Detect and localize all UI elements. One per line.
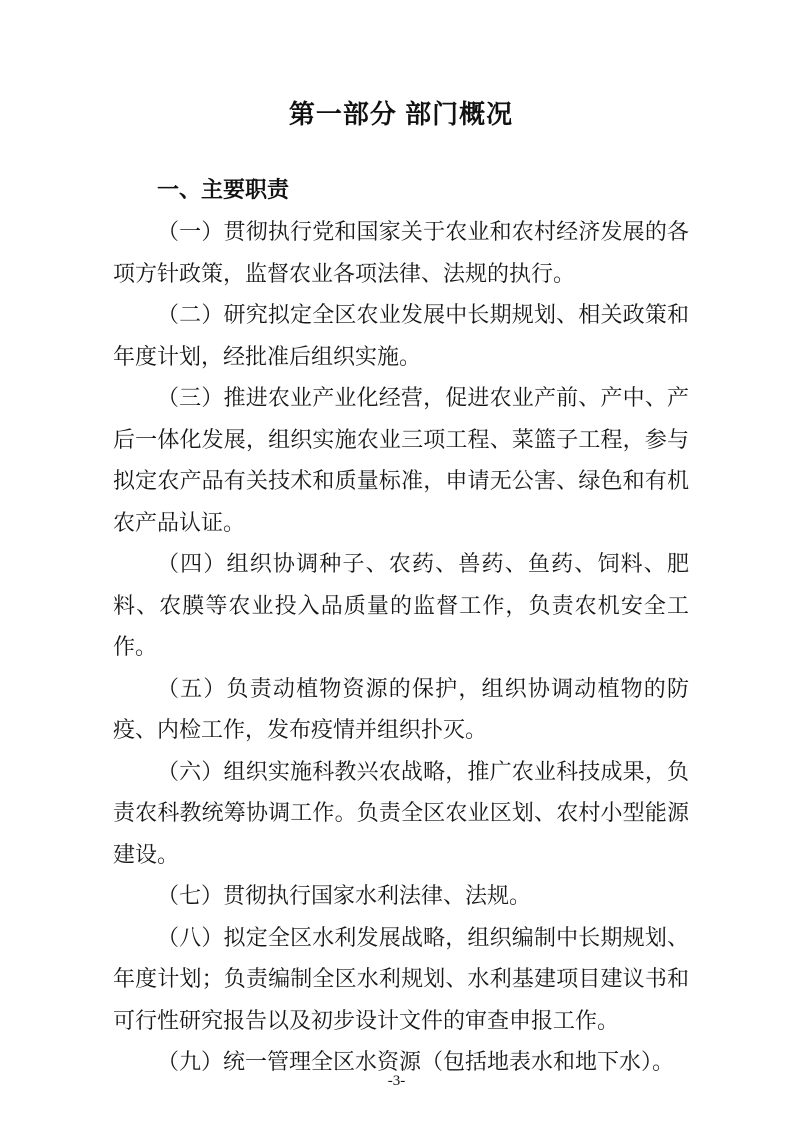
duty-paragraph-3: （三）推进农业产业化经营，促进农业产前、产中、产后一体化发展，组织实施农业三项工程、菜篮子工程，参与拟定农产品有关技术和质量标准，申请无公害、绿色和有机农产品认证。 — [113, 385, 689, 535]
duty-paragraph-5: （五）负责动植物资源的保护，组织协调动植物的防疫、内检工作，发布疫情并组织扑灭。 — [113, 675, 689, 742]
section-heading-main-duties: 一、主要职责 — [157, 177, 290, 202]
duty-paragraph-1: （一）贯彻执行党和国家关于农业和农村经济发展的各项方针政策，监督农业各项法律、法规的执行。 — [113, 219, 689, 286]
page-number: -3- — [387, 1073, 406, 1089]
duty-paragraph-4: （四）组织协调种子、农药、兽药、鱼药、饲料、肥料、农膜等农业投入品质量的监督工作，负责农机安全工作。 — [113, 551, 689, 659]
document-title: 第一部分 部门概况 — [288, 99, 514, 129]
duty-paragraph-2: （二）研究拟定全区农业发展中长期规划、相关政策和年度计划，经批准后组织实施。 — [113, 302, 689, 369]
duty-paragraph-7: （七）贯彻执行国家水利法律、法规。 — [157, 883, 532, 908]
page-footer — [0, 1072, 793, 1090]
duty-paragraph-8: （八）拟定全区水利发展战略，组织编制中长期规划、年度计划；负责编制全区水利规划、水利基建项目建议书和可行性研究报告以及初步设计文件的审查申报工作。 — [113, 924, 689, 1033]
duty-paragraph-9: （九）统一管理全区水资源（包括地表水和地下水）。 — [157, 1049, 675, 1074]
duty-paragraph-6: （六）组织实施科教兴农战略，推广农业科技成果，负责农科教统筹协调工作。负责全区农业区划、农村小型能源建设。 — [113, 758, 689, 867]
